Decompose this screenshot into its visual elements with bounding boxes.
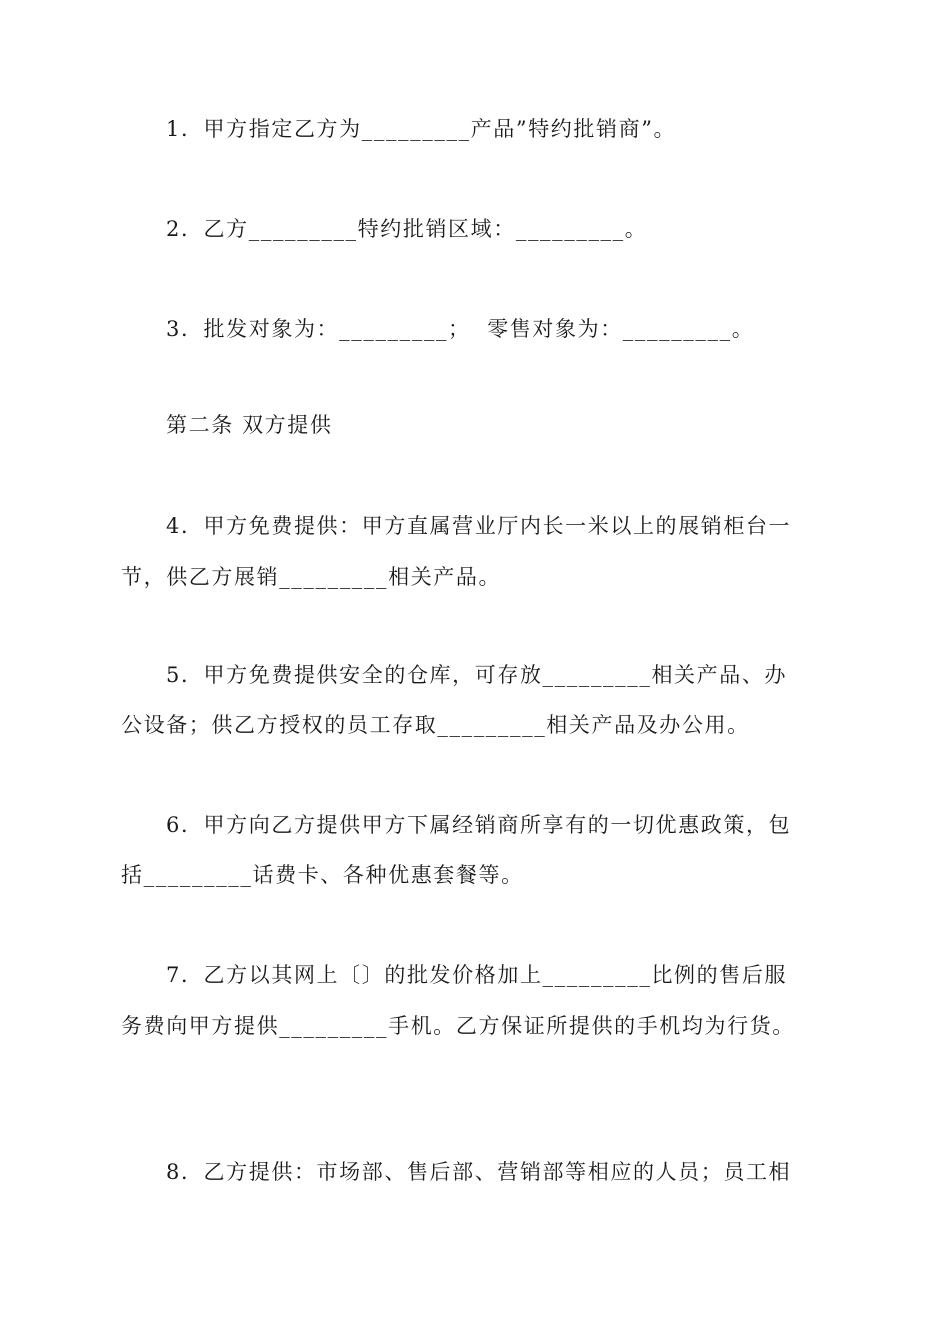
clause-6-line-2: 括_________话费卡、各种优惠套餐等。	[121, 863, 524, 887]
clause-4-line-1: 4．甲方免费提供：甲方直属营业厅内长一米以上的展销柜台一	[166, 514, 792, 538]
clause-8-line-1: 8．乙方提供：市场部、售后部、营销部等相应的人员；员工相	[166, 1160, 792, 1184]
clause-5-line-1: 5．甲方免费提供安全的仓库，可存放_________相关产品、办	[166, 663, 788, 687]
clause-7-line-1: 7．乙方以其网上〔〕的批发价格加上_________比例的售后服	[166, 963, 788, 987]
clause-4-line-2: 节，供乙方展销_________相关产品。	[121, 565, 502, 589]
clause-3-line-1: 3．批发对象为：_________； 零售对象为：_________。	[166, 317, 755, 341]
clause-1-line-1: 1．甲方指定乙方为_________产品”特约批销商”。	[166, 117, 677, 141]
section-heading-article-2: 第二条 双方提供	[166, 413, 333, 437]
clause-5-line-2: 公设备；供乙方授权的员工存取_________相关产品及办公用。	[121, 713, 750, 737]
clause-7-line-2: 务费向甲方提供_________手机。乙方保证所提供的手机均为行货。	[121, 1014, 795, 1038]
clause-6-line-1: 6．甲方向乙方提供甲方下属经销商所享有的一切优惠政策，包	[166, 813, 792, 837]
clause-2-line-1: 2．乙方_________特约批销区域：_________。	[166, 217, 648, 241]
